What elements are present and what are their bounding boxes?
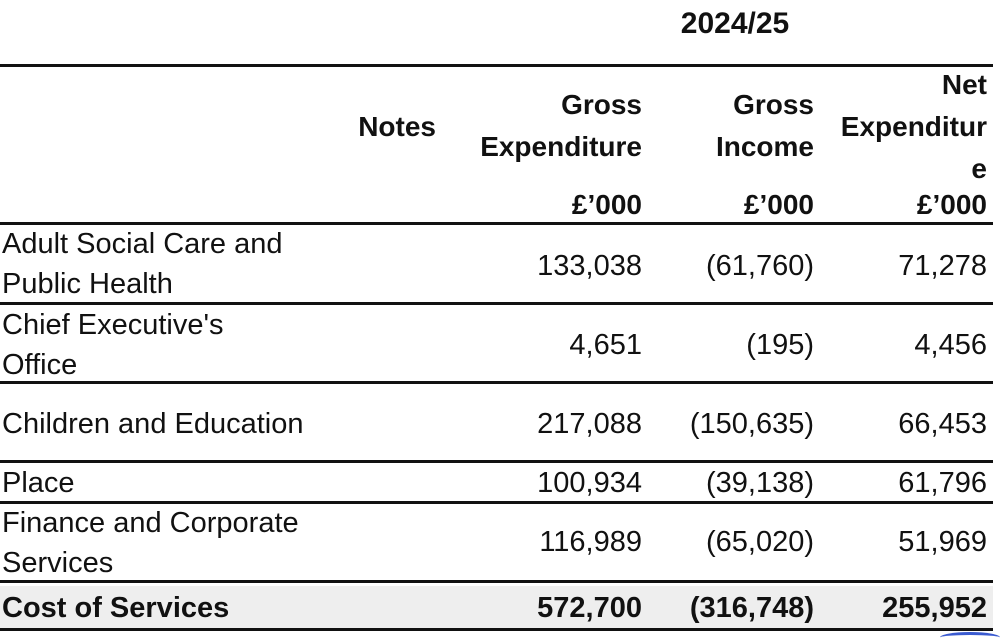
period-heading: 2024/25	[680, 7, 790, 40]
cell-gross-expenditure: 133,038	[537, 250, 642, 282]
row-divider	[0, 580, 993, 583]
total-net-expenditure: 255,952	[882, 592, 987, 624]
header-gross-expenditure-line2: Expenditure	[480, 131, 642, 162]
cell-net-expenditure: 4,456	[914, 329, 987, 361]
row-label-line: Services	[2, 547, 114, 579]
header-gross-expenditure-line1: Gross	[561, 89, 642, 120]
row-divider	[0, 381, 993, 384]
total-gross-expenditure: 572,700	[537, 592, 642, 624]
table-bottom-border	[0, 628, 993, 631]
row-label-chief-executive	[2, 305, 442, 385]
cell-gross-expenditure: 100,934	[537, 467, 642, 499]
header-gross-income-line1: Gross	[733, 89, 814, 120]
header-notes: Notes	[358, 111, 436, 142]
row-label-line: Children and Education	[2, 408, 304, 440]
header-net-expenditure-line1: Net	[941, 69, 987, 100]
header-gross-expenditure	[440, 84, 642, 168]
unit-net-expenditure: £’000	[916, 189, 987, 220]
cell-gross-expenditure: 116,989	[539, 526, 642, 558]
unit-gross-expenditure: £’000	[571, 189, 642, 220]
header-net-expenditure	[815, 64, 987, 190]
cell-net-expenditure: 71,278	[898, 250, 987, 282]
cell-gross-income: (65,020)	[705, 526, 814, 558]
unit-gross-income: £’000	[743, 189, 814, 220]
cell-gross-income: (61,760)	[705, 250, 814, 282]
total-gross-income: (316,748)	[689, 592, 814, 624]
header-gross-income-line2: Income	[715, 131, 814, 162]
header-net-expenditure-line3: e	[971, 153, 987, 184]
row-label-line: Chief Executive's	[2, 309, 224, 341]
row-label-line: Adult Social Care and	[2, 228, 283, 260]
cell-gross-expenditure: 4,651	[569, 329, 642, 361]
row-label-line: Finance and Corporate	[2, 507, 299, 539]
cell-gross-income: (150,635)	[689, 408, 814, 440]
cell-net-expenditure: 66,453	[898, 408, 987, 440]
row-label-line: Place	[2, 467, 75, 499]
cell-gross-expenditure: 217,088	[537, 408, 642, 440]
cell-gross-income: (195)	[746, 329, 814, 361]
header-net-expenditure-line2: Expenditur	[840, 111, 987, 142]
row-label-adult-social-care	[2, 224, 442, 304]
header-gross-income	[650, 84, 814, 168]
row-label-line: Public Health	[2, 268, 173, 300]
cell-gross-income: (39,138)	[705, 467, 814, 499]
cell-net-expenditure: 61,796	[898, 467, 987, 499]
row-label-line: Office	[2, 349, 78, 381]
row-label-place	[2, 463, 442, 503]
total-row-label: Cost of Services	[2, 592, 230, 624]
row-label-children-education	[2, 404, 442, 444]
page-edge-decoration	[940, 632, 1000, 643]
row-label-finance-corporate	[2, 503, 442, 583]
cell-net-expenditure: 51,969	[898, 526, 987, 558]
